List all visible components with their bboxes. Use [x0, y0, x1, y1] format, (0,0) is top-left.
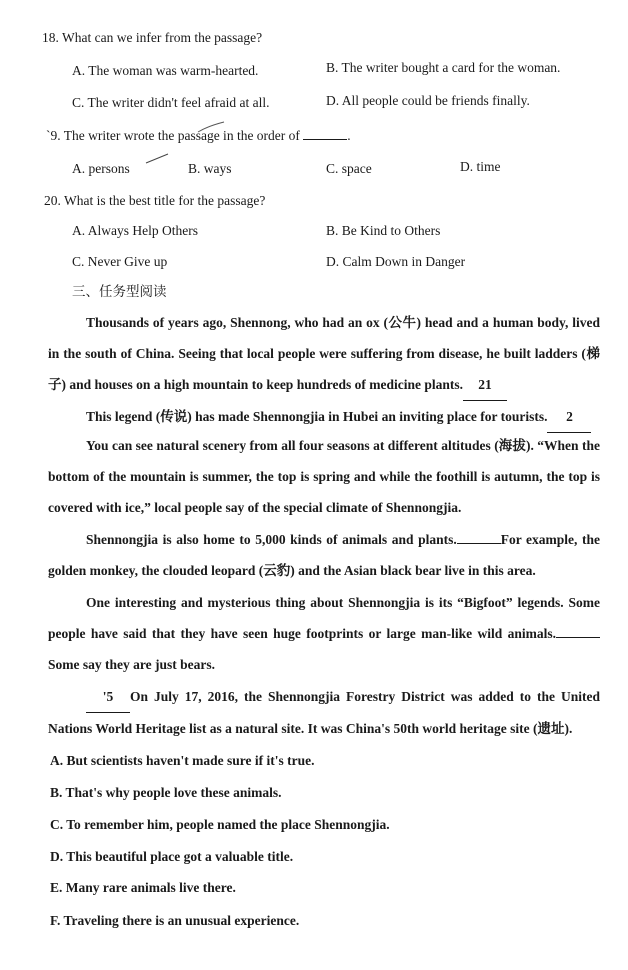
passage-text-4a: Shennongjia is also home to 5,000 kinds of animals and plants.	[86, 532, 457, 547]
pencil-check-icon	[144, 152, 170, 166]
section-title: 三、任务型阅读	[72, 284, 167, 300]
q18-option-c: C. The writer didn't feel afraid at all.	[72, 95, 270, 110]
pencil-mark-icon	[196, 120, 226, 134]
q20-option-a: A. Always Help Others	[72, 223, 198, 238]
passage-text-3: You can see natural scenery from all four seasons at different altitudes (海拔). “When the bottom of the mountain is summer, the top is spring and while the foothill is autumn, the top is covered with ice,” local people say of the special climate of Shennongjia.	[48, 438, 600, 515]
q20-option-d: D. Calm Down in Danger	[326, 254, 466, 269]
passage-paragraph-6	[48, 681, 600, 744]
q19-option-c: C. space	[326, 161, 372, 176]
option-c: C. To remember him, people named the place Shennongjia.	[50, 817, 390, 832]
q18-option-b: B. The writer bought a card for the woman.	[326, 60, 561, 75]
blank-25: '5	[86, 681, 130, 713]
blank-23	[457, 531, 501, 544]
q20-option-c: C. Never Give up	[72, 254, 168, 269]
option-f: F. Traveling there is an unusual experience.	[50, 913, 300, 928]
passage-paragraph-5	[48, 587, 600, 680]
q20-stem: 20. What is the best title for the passage?	[44, 193, 266, 208]
q18-option-d: D. All people could be friends finally.	[326, 93, 530, 108]
q19-option-a: A. persons	[72, 161, 130, 176]
q18-stem: 18. What can we infer from the passage?	[42, 30, 263, 45]
blank-24	[556, 625, 600, 638]
option-d: D. This beautiful place got a valuable title.	[50, 849, 294, 864]
blank-21: 21	[463, 369, 507, 401]
passage-text-5a: One interesting and mysterious thing about Shennongjia is its “Bigfoot” legends. Some people have said that they have seen huge footprints or large man-like wild animals.	[48, 595, 600, 641]
option-e: E. Many rare animals live there.	[50, 880, 236, 895]
q19-stem-text: `9. The writer wrote the passage in the order of	[46, 128, 300, 143]
passage-text-6: On July 17, 2016, the Shennongjia Forestry District was added to the United Nations World Heritage list as a natural site. It was China's 50th world heritage site (遗址).	[48, 689, 600, 736]
passage-text-2: This legend (传说) has made Shennongjia in Hubei an inviting place for tourists.	[86, 409, 548, 424]
passage-text-1: Thousands of years ago, Shennong, who had an ox (公牛) head and a human body, lived in the south of China. Seeing that local people were suffering from disease, he built ladders (梯子) and houses on a high mountain to keep hundreds of medicine plants.	[48, 315, 600, 392]
q19-answer-blank	[303, 127, 347, 140]
q18-option-a: A. The woman was warm-hearted.	[72, 63, 259, 78]
passage-text-5b: Some say they are just bears.	[48, 657, 215, 672]
q20-option-b: B. Be Kind to Others	[326, 223, 441, 238]
blank-22: 2	[547, 401, 591, 433]
option-b: B. That's why people love these animals.	[50, 785, 282, 800]
q19-stem-end: .	[347, 128, 351, 143]
passage-paragraph-3	[48, 430, 600, 523]
passage-paragraph-1	[48, 307, 600, 401]
q19-option-b: B. ways	[188, 161, 232, 176]
q19-option-d: D. time	[460, 159, 501, 174]
option-a: A. But scientists haven't made sure if it's true.	[50, 753, 315, 768]
passage-text-4b: For example, the golden monkey, the clouded leopard (云豹) and the Asian black bear live in this area.	[48, 532, 600, 578]
passage-paragraph-4	[48, 524, 600, 586]
passage-paragraph-2	[48, 401, 600, 433]
